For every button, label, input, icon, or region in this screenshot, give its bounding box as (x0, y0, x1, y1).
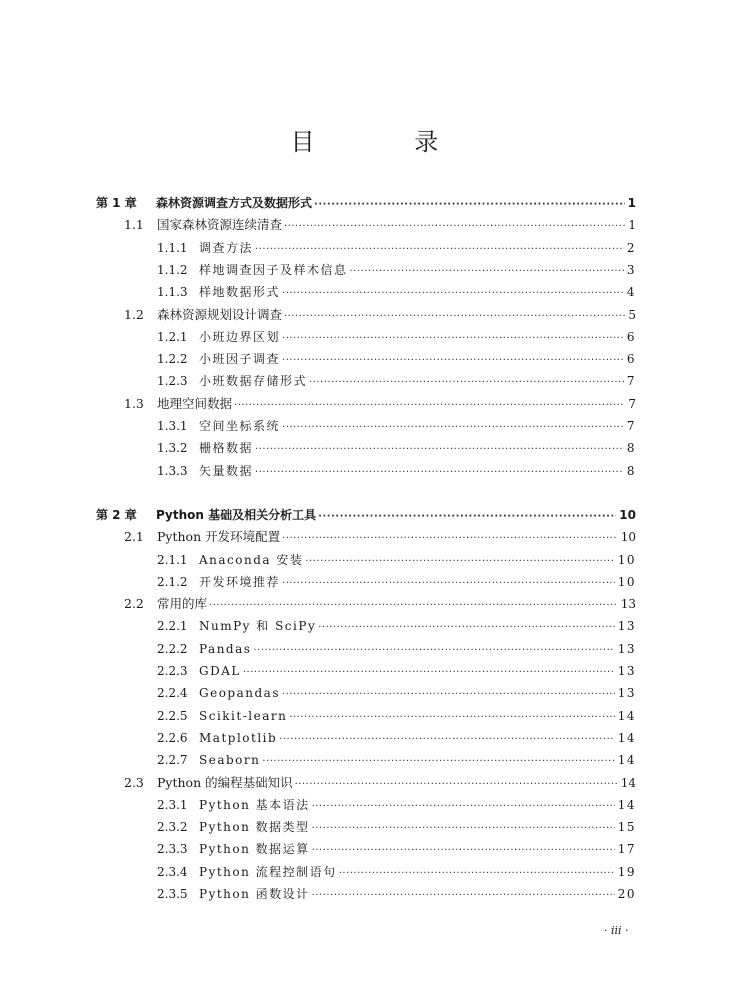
toc-entry-number: 2.3 (124, 774, 144, 790)
toc-entry-title: 开发环境推荐 (199, 574, 281, 589)
page-title: 目 录 (290, 128, 485, 156)
toc-entry-subsection (0, 706, 729, 726)
toc-entry-page: 3 (626, 262, 636, 277)
toc-entry-page: 13 (617, 686, 636, 701)
toc-entry-subsection (0, 795, 729, 815)
toc-entry-title: Python 流程控制语句 (199, 864, 337, 879)
toc-entry-subsection (0, 639, 729, 659)
toc-entry-subsection (0, 260, 729, 280)
toc-entry-subsection (0, 661, 729, 681)
toc-entry-number: 1.3 (124, 395, 144, 411)
toc-entry-title: Python 函数设计 (199, 887, 310, 901)
toc-entry-page: 20 (617, 887, 636, 901)
toc-entry-title: 样地数据形式 (199, 285, 281, 300)
toc-entry-page: 10 (617, 574, 636, 589)
toc-entry-page: 10 (617, 552, 636, 567)
toc-entry-subsection (0, 282, 729, 302)
toc-entry-number: 2.3.3 (157, 842, 188, 857)
toc-entry-page: 2 (626, 240, 636, 255)
toc-entry-subsection (0, 572, 729, 592)
dot-leader (284, 307, 625, 327)
toc-entry-title: Python 基础及相关分析工具 (156, 507, 317, 522)
toc-entry-page: 1 (627, 196, 636, 210)
toc-entry-title: 常用的库 (157, 596, 208, 612)
toc-entry-number: 第 1 章 (96, 196, 137, 210)
dot-leader (309, 373, 624, 393)
toc-entry-page: 14 (617, 797, 636, 812)
toc-entry-number: 2.1.1 (157, 552, 188, 567)
toc-entry-section (0, 527, 729, 547)
toc-entry-title: GDAL (199, 664, 241, 678)
dot-leader (314, 195, 625, 215)
toc-entry-number: 1.3.3 (157, 463, 188, 478)
toc-entry-number: 1.1 (124, 217, 144, 233)
toc-entry-subsection (0, 862, 729, 882)
toc-entry-page: 14 (617, 753, 636, 768)
dot-leader (262, 752, 614, 772)
toc-entry-chapter (0, 505, 729, 525)
dot-leader (282, 418, 624, 438)
toc-entry-number: 1.2.3 (157, 374, 188, 389)
toc-entry-subsection (0, 438, 729, 458)
dot-leader (282, 574, 615, 594)
toc-entry-page: 7 (628, 396, 636, 411)
toc-entry-title: Geopandas (199, 686, 280, 701)
toc-entry-number: 1.2 (124, 306, 144, 322)
toc-entry-number: 1.1.3 (157, 285, 188, 300)
toc-entry-page: 13 (617, 641, 636, 656)
dot-leader (282, 284, 624, 304)
toc-entry-title: 国家森林资源连续清查 (157, 217, 283, 233)
toc-entry-page: 14 (617, 730, 636, 745)
toc-entry-title: Python 基本语法 (199, 797, 310, 812)
toc-entry-number: 1.1.1 (157, 240, 188, 255)
toc-entry-title: 森林资源规划设计调查 (157, 306, 283, 322)
dot-leader (350, 262, 624, 282)
dot-leader (255, 440, 624, 460)
toc-entry-page: 17 (617, 842, 636, 857)
dot-leader (234, 396, 625, 416)
toc-entry-subsection (0, 884, 729, 904)
toc-entry-page: 7 (626, 374, 636, 389)
toc-entry-title: 小班因子调查 (199, 352, 281, 367)
dot-leader (305, 552, 614, 572)
toc-entry-title: Python 数据类型 (199, 820, 310, 835)
toc-entry-title: Anaconda 安装 (199, 552, 304, 567)
dot-leader (312, 797, 615, 817)
toc-entry-title: Python 的编程基础知识 (157, 774, 293, 790)
toc-entry-number: 1.2.1 (157, 329, 188, 344)
toc-entry-number: 2.3.5 (157, 887, 188, 901)
dot-leader (312, 841, 615, 861)
dot-leader (318, 618, 614, 638)
dot-leader (282, 685, 615, 705)
toc-entry-subsection (0, 616, 729, 636)
dot-leader (282, 329, 624, 349)
dot-leader (318, 507, 616, 527)
dot-leader (282, 351, 624, 371)
toc-entry-page: 8 (626, 463, 636, 478)
toc-entry-page: 5 (628, 307, 636, 322)
toc-entry-number: 2.2.6 (157, 730, 188, 745)
toc-entry-subsection (0, 750, 729, 770)
toc-entry-section (0, 394, 729, 414)
toc-entry-page: 10 (619, 507, 636, 522)
toc-entry-subsection (0, 238, 729, 258)
toc-entry-page: 14 (617, 708, 636, 723)
toc-entry-section (0, 305, 729, 325)
toc-entry-number: 2.2.1 (157, 619, 188, 634)
toc-entry-title: Pandas (199, 641, 252, 656)
toc-entry-title: 小班数据存储形式 (199, 374, 308, 389)
toc-entry-title: NumPy 和 SciPy (199, 619, 317, 634)
toc-entry-subsection (0, 349, 729, 369)
dot-leader (255, 240, 624, 260)
dot-leader (339, 864, 615, 884)
dot-leader (295, 775, 618, 795)
toc-entry-chapter (0, 193, 729, 213)
toc-entry-title: 矢量数据 (199, 463, 254, 478)
toc-entry-number: 1.1.2 (157, 262, 188, 277)
toc-entry-number: 2.2.3 (157, 664, 188, 678)
toc-entry-number: 1.3.1 (157, 419, 188, 433)
dot-leader (312, 819, 615, 839)
dot-leader (279, 730, 615, 750)
toc-entry-page: 13 (617, 664, 636, 678)
toc-entry-page: 19 (617, 864, 636, 879)
toc-entry-title: 样地调查因子及样木信息 (199, 262, 348, 277)
dot-leader (209, 596, 618, 616)
toc-entry-page: 1 (628, 218, 636, 233)
toc-entry-subsection (0, 371, 729, 391)
toc-entry-number: 2.2.7 (157, 753, 188, 768)
toc-entry-title: Python 开发环境配置 (157, 529, 281, 545)
toc-entry-title: 地理空间数据 (157, 395, 233, 411)
page-number: · iii · (604, 924, 629, 937)
toc-entry-subsection (0, 416, 729, 436)
toc-entry-number: 2.2.5 (157, 708, 188, 723)
toc-entry-subsection (0, 683, 729, 703)
toc-entry-page: 6 (626, 329, 636, 344)
dot-leader (312, 886, 615, 906)
toc-entry-subsection (0, 728, 729, 748)
toc-entry-subsection (0, 461, 729, 481)
toc-entry-page: 8 (626, 441, 636, 456)
toc-entry-number: 2.2.2 (157, 641, 188, 656)
dot-leader (284, 217, 625, 237)
toc-entry-subsection (0, 817, 729, 837)
toc-entry-subsection (0, 327, 729, 347)
toc-entry-page: 13 (617, 619, 636, 634)
dot-leader (253, 641, 614, 661)
toc-entry-number: 2.3.1 (157, 797, 188, 812)
toc-entry-title: 小班边界区划 (199, 329, 281, 344)
toc-entry-number: 1.3.2 (157, 441, 188, 456)
toc-entry-page: 4 (626, 285, 636, 300)
dot-leader (255, 463, 624, 483)
toc-entry-page: 14 (620, 775, 636, 790)
toc-entry-page: 10 (620, 530, 636, 545)
dot-leader (289, 708, 614, 728)
toc-entry-section (0, 773, 729, 793)
toc-entry-number: 2.2.4 (157, 686, 188, 701)
toc-entry-page: 15 (617, 820, 636, 835)
toc-entry-title: Seaborn (199, 753, 261, 768)
toc-entry-title: 森林资源调查方式及数据形式 (156, 196, 313, 210)
toc-entry-page: 7 (626, 419, 636, 433)
dot-leader (282, 529, 618, 549)
toc-entry-title: 调查方法 (199, 240, 254, 255)
toc-entry-title: Python 数据运算 (199, 842, 310, 857)
toc-entry-subsection (0, 839, 729, 859)
toc-entry-title: 栅格数据 (199, 441, 254, 456)
toc-entry-subsection (0, 550, 729, 570)
toc-entry-number: 2.1 (124, 529, 144, 545)
toc-entry-section (0, 594, 729, 614)
toc-entry-number: 第 2 章 (96, 507, 137, 522)
toc-entry-number: 2.3.2 (157, 820, 188, 835)
toc-entry-page: 13 (620, 597, 636, 612)
toc-entry-title: Scikit-learn (199, 708, 288, 723)
toc-entry-title: Matplotlib (199, 730, 278, 745)
toc-entry-number: 2.1.2 (157, 574, 188, 589)
toc-entry-number: 2.3.4 (157, 864, 188, 879)
dot-leader (243, 663, 615, 683)
toc-entry-number: 1.2.2 (157, 352, 188, 367)
toc-entry-number: 2.2 (124, 596, 144, 612)
toc-entry-title: 空间坐标系统 (199, 419, 281, 433)
toc-entry-section (0, 215, 729, 235)
toc-entry-page: 6 (626, 352, 636, 367)
